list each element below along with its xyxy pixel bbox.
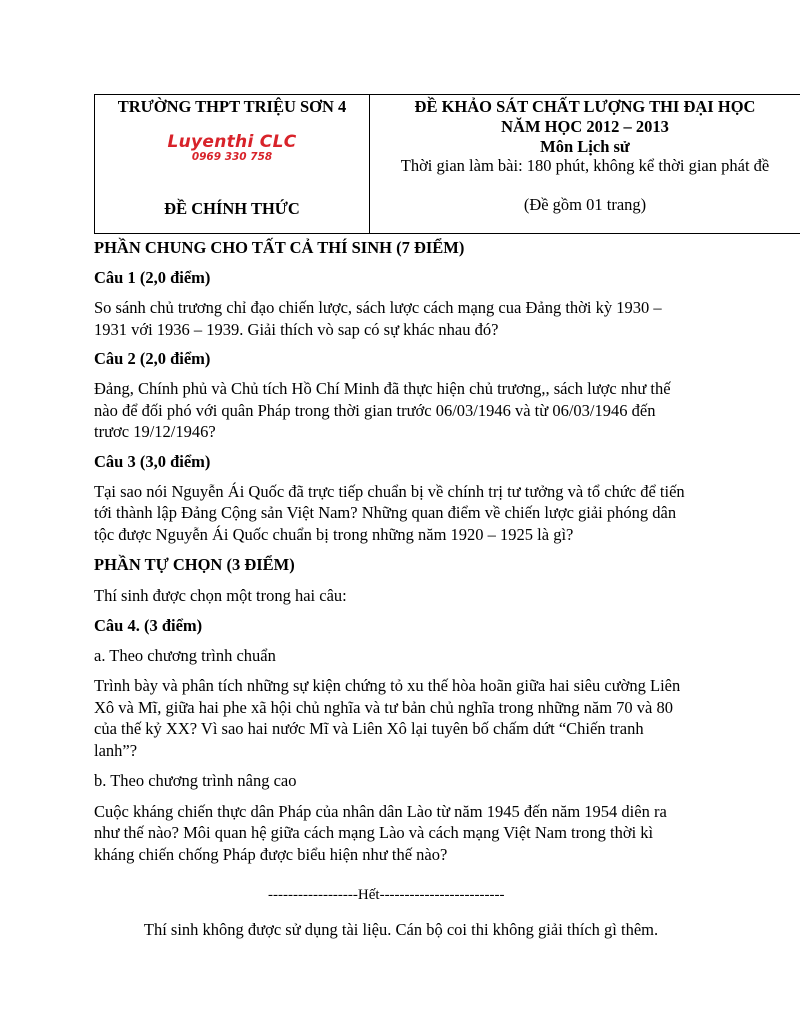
end-divider: ------------------Hết------------------------- [268,887,505,903]
footer-text: Thí sinh không được sử dụng tài liệu. Cán bộ coi thi không giải thích gì thêm. [143,920,659,939]
logo-phone: 0969 330 758 [191,151,273,163]
exam-subject: Môn Lịch sử [540,137,630,156]
official-label: ĐỀ CHÍNH THỨC [164,199,300,218]
option-a-text [94,675,714,761]
exam-content [94,237,714,865]
q1-line1: So sánh chủ trương chỉ đạo chiến lược, sách lược cách mạng cua Đảng thời kỳ 1930 – [94,298,662,317]
section2-title: PHẦN TỰ CHỌN (3 ĐIỂM) [94,555,295,574]
option-b-title: b. Theo chương trình nâng cao [94,771,297,790]
q3-title: Câu 3 (3,0 điểm) [94,451,211,471]
q2-text [94,378,714,443]
option-a-title: a. Theo chương trình chuẩn [94,645,276,665]
q1-line2: 1931 với 1936 – 1939. Giải thích vò sap có sự khác nhau đó? [94,319,499,339]
b-line2: như thế nào? Môi quan hệ giữa cách mạng Lào và cách mạng Việt Nam trong thời kì [94,823,654,842]
q1-text [94,297,714,340]
b-line1: Cuộc kháng chiến thực dân Pháp của nhân dân Lào từ năm 1945 đến năm 1954 diên ra [94,801,667,821]
q3-line3: tộc được Nguyễn Ái Quốc chuẩn bị trong những năm 1920 – 1925 là gì? [94,524,574,544]
q4-title: Câu 4. (3 điểm) [94,615,203,635]
q3-line1: Tại sao nói Nguyễn Ái Quốc đã trực tiếp chuẩn bị về chính trị tư tưởng và tổ chức để tiến [94,481,685,501]
a-line2: Xô và Mĩ, giữa hai phe xã hội chủ nghĩa và tư bản chủ nghĩa trong những năm 70 và 80 [94,697,673,717]
q2-line2: nào để đối phó với quân Pháp trong thời gian trước 06/03/1946 và từ 06/03/1946 đến [94,400,656,420]
a-line4: lanh”? [94,740,138,760]
exam-pages: (Đề gồm 01 trang) [523,195,647,214]
section2-intro: Thí sinh được chọn một trong hai câu: [94,586,347,605]
logo-name: Luyenthi CLC [167,132,297,152]
header-right-cell [370,95,800,233]
q2-line1: Đảng, Chính phủ và Chủ tích Hồ Chí Minh đã thực hiện chủ trương,, sách lược như thế [94,379,671,398]
exam-title-line2: NĂM HỌC 2012 – 2013 [501,117,669,136]
exam-title-line1: ĐỀ KHẢO SÁT CHẤT LƯỢNG THI ĐẠI HỌC [414,97,756,116]
exam-title [370,97,800,137]
header-table [94,94,800,234]
header-left-cell [95,95,370,233]
a-line3: của thế kỷ XX? Vì sao hai nước Mĩ và Liên Xô lại tuyên bố chấm dứt “Chiến tranh [94,719,644,738]
q2-line3: trươc 19/12/1946? [94,422,216,441]
section1-title: PHẦN CHUNG CHO TẤT CẢ THÍ SINH (7 ĐIỂM) [94,238,465,257]
q3-text [94,481,714,546]
b-line3: kháng chiến chống Pháp được biểu hiện như thế nào? [94,844,448,864]
q3-line2: tới thành lập Đảng Cộng sản Việt Nam? Những quan điểm về chiến lược giải phóng dân [94,503,677,522]
luyenthi-logo [157,133,307,165]
school-name: TRƯỜNG THPT TRIỆU SƠN 4 [117,97,347,116]
option-b-text [94,801,714,866]
q2-title: Câu 2 (2,0 điểm) [94,349,211,368]
footer-note [0,920,800,940]
exam-time: Thời gian làm bài: 180 phút, không kể thời gian phát đề [400,156,770,175]
q1-title: Câu 1 (2,0 điểm) [94,268,211,287]
a-line1: Trình bày và phân tích những sự kiện chứng tỏ xu thế hòa hoãn giữa hai siêu cường Liên [94,676,681,695]
